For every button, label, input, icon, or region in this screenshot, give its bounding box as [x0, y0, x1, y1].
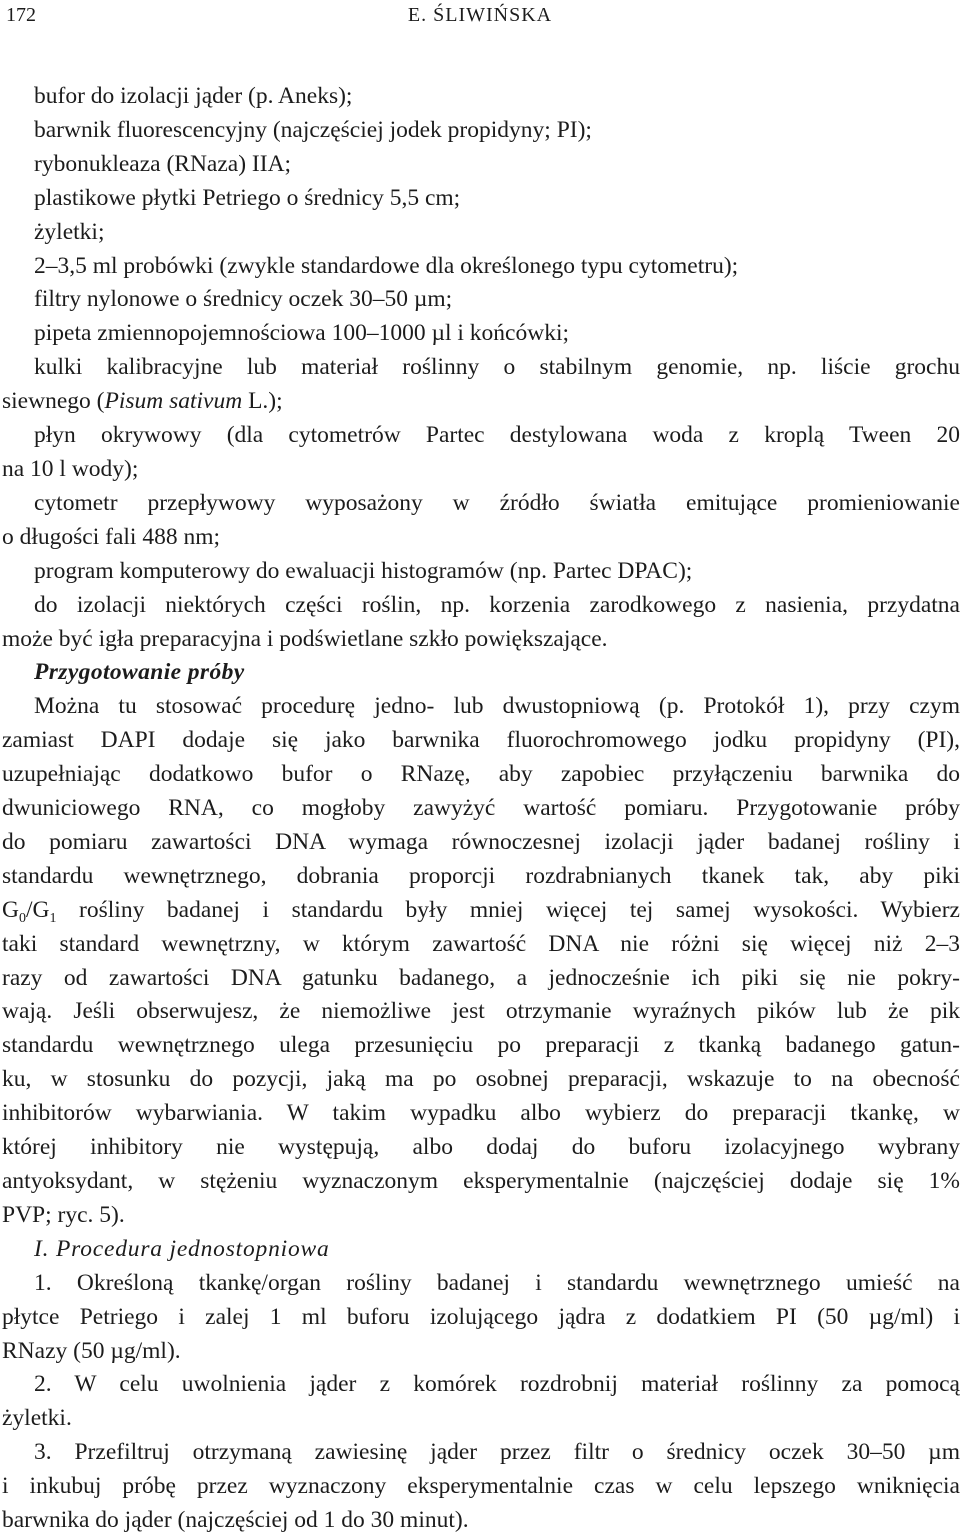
section-paragraph	[2, 690, 960, 1233]
paragraph-line: której inhibitory nie występują, albo dodaj do buforu izolacyjnego wybrany	[2, 1134, 960, 1161]
procedure-steps	[2, 1267, 960, 1538]
paragraph-line: dwuniciowego RNA, co mogłoby zawyżyć wartość pomiaru. Przygotowanie próby	[2, 795, 960, 822]
page-header	[0, 4, 960, 28]
paragraph-line: Można tu stosować procedurę jedno- lub dwustopniową (p. Protokół 1), przy czym	[34, 693, 960, 720]
list-item: płyn okrywowy (dla cytometrów Partec destylowana woda z kroplą Tween 20	[34, 422, 960, 449]
list-item: żyletki;	[34, 218, 105, 245]
list-item-continuation: o długości fali 488 nm;	[2, 523, 221, 550]
paragraph-line: uzupełniając dodatkowo bufor o RNazę, aby zapobiec przyłączeniu barwnika do	[2, 761, 960, 788]
paragraph-line: $G_0/G_1$ rośliny badanej i standardu były mniej więcej tej samej wysokości. Wybierz	[2, 896, 960, 926]
step-line: RNazy (50 µg/ml).	[2, 1337, 181, 1364]
list-item: plastikowe płytki Petriego o średnicy 5,5 cm;	[34, 184, 461, 211]
paragraph-line: standardu wewnętrznego ulega przesunięciu po preparacji z tkanką badanego gatun-	[2, 1032, 960, 1059]
list-item: program komputerowy do ewaluacji histogramów (np. Partec DPAC);	[34, 557, 693, 584]
list-item-continuation: może być igła preparacyjna i podświetlane szkło powiększające.	[2, 625, 608, 652]
paragraph-line: antyoksydant, w stężeniu wyznaczonym eksperymentalnie (najczęściej dodaje się 1%	[2, 1168, 960, 1194]
list-item: do izolacji niektórych części roślin, np. korzenia zarodkowego z nasienia, przydatna	[34, 591, 960, 618]
subsection-heading: I. Procedura jednostopniowa	[34, 1235, 330, 1262]
list-item: pipeta zmiennopojemnościowa 100–1000 µl i końcówki;	[34, 320, 570, 347]
list-item: kulki kalibracyjne lub materiał roślinny o stabilnym genomie, np. liście grochu	[34, 354, 960, 381]
paragraph-line: taki standard wewnętrzny, w którym zawartość DNA nie różni się więcej niż 2–3	[2, 930, 960, 957]
paragraph-line: ku, w stosunku do pozycji, jaką ma po osobnej preparacji, wskazuje to na obecność	[2, 1066, 960, 1093]
list-item-continuation: siewnego (Pisum sativum L.);	[2, 388, 283, 415]
paragraph-line: do pomiaru zawartości DNA wymaga równoczesnej izolacji jąder badanej rośliny i	[2, 828, 960, 855]
step-line: 1. Określoną tkankę/organ rośliny badanej i standardu wewnętrznego umieść na	[34, 1269, 960, 1296]
step-line: płytce Petriego i zalej 1 ml buforu izolującego jądra z dodatkiem PI (50 µg/ml) i	[2, 1303, 960, 1330]
paragraph-line: inhibitorów wybarwiania. W takim wypadku albo wybierz do preparacji tkankę, w	[2, 1100, 960, 1127]
running-title: E. ŚLIWIŃSKA	[407, 4, 553, 26]
paragraph-line: standardu wewnętrznego, dobrania proporcji rozdrabnianych tkanek tak, aby piki	[2, 862, 960, 889]
list-item: barwnik fluorescencyjny (najczęściej jodek propidyny; PI);	[34, 116, 592, 143]
step-line: barwnika do jąder (najczęściej od 1 do 30 minut).	[2, 1507, 469, 1534]
paragraph-line: PVP; ryc. 5).	[2, 1201, 125, 1228]
species-name: Pisum sativum	[104, 388, 243, 415]
step-line: i inkubuj próbę przez wyznaczony eksperymentalnie czas w celu lepszego wniknięcia	[2, 1473, 960, 1500]
step-line: 3. Przefiltruj otrzymaną zawiesinę jąder przez filtr o średnicy oczek 30–50 µm	[34, 1439, 960, 1466]
section-heading: Przygotowanie próby	[34, 659, 245, 686]
paragraph-line: zamiast DAPI dodaje się jako barwnika fluorochromowego jodku propidyny (PI),	[2, 727, 960, 754]
list-item: cytometr przepływowy wyposażony w źródło światła emitujące promieniowanie	[34, 489, 960, 516]
paragraph-line: wają. Jeśli obserwujesz, że niemożliwe jest otrzymanie wyraźnych pików lub że pik	[2, 998, 960, 1025]
list-item: bufor do izolacji jąder (p. Aneks);	[34, 83, 353, 109]
step-line: żyletki.	[2, 1405, 72, 1432]
page-body	[2, 80, 960, 1538]
materials-list	[2, 80, 960, 656]
paragraph-line: razy od zawartości DNA gatunku badanego, a jednocześnie ich piki się nie pokry-	[2, 964, 960, 991]
list-item-continuation: na 10 l wody);	[2, 455, 139, 482]
page-number: 172	[6, 4, 36, 26]
list-item: rybonukleaza (RNaza) IIA;	[34, 150, 292, 177]
list-item: 2–3,5 ml probówki (zwykle standardowe dla określonego typu cytometru);	[34, 252, 739, 279]
step-line: 2. W celu uwolnienia jąder z komórek rozdrobnij materiał roślinny za pomocą	[34, 1371, 960, 1398]
list-item: filtry nylonowe o średnicy oczek 30–50 µm;	[34, 286, 453, 313]
